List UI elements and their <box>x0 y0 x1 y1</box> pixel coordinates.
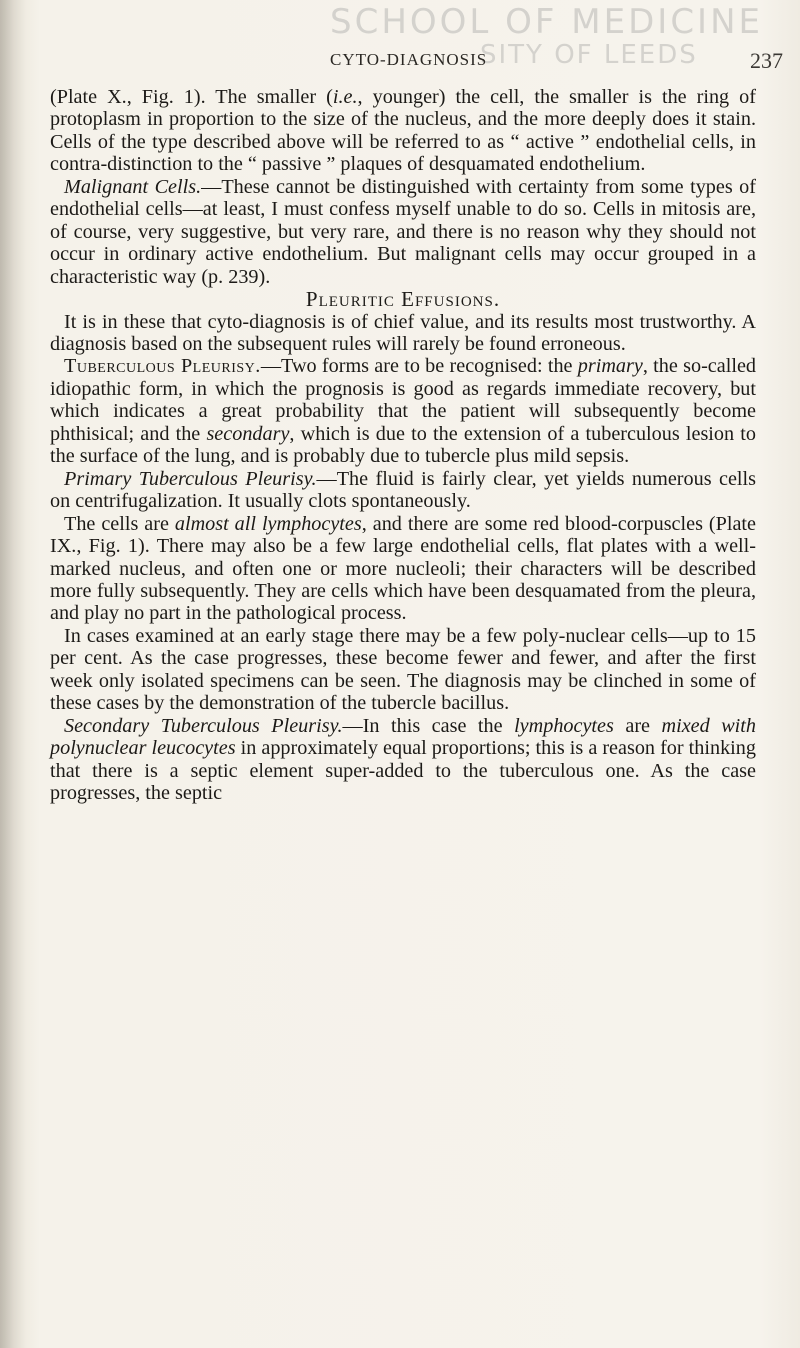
subheading-malignant-cells: Malignant Cells. <box>64 175 202 198</box>
subheading-tuberculous-pleurisy: Tuberculous Pleurisy. <box>64 355 261 378</box>
running-head: CYTO-DIAGNOSIS <box>330 50 488 69</box>
paragraph-plate-reference: (Plate X., Fig. 1). The smaller (i.e., younger) the cell, the smaller is the ring of protoplasm in proportion to the size of the nucleus, and the more deeply does it stain. Cells of the type described above will be referred to as “ active ” endothelial cells, in contra-distinction to the “ passive ” plaques of desquamated endothelium. <box>50 86 756 176</box>
paragraph-tuberculous-pleurisy: Tuberculous Pleurisy.—Two forms are to be recognised: the primary, the so-called idiopathic form, in which the prognosis is good as regards immediate recovery, but which indicates a great probability that the patient will subsequently become phthisical; and the secondary, which is due to the extension of a tuberculous lesion to the surface of the lung, and is probably due to tubercle plus mild sepsis. <box>50 355 756 468</box>
library-stamp-watermark-2 <box>480 40 698 70</box>
page-number: 237 <box>750 48 783 73</box>
section-heading-pleuritic-effusions: Pleuritic Effusions. <box>305 287 501 312</box>
paragraph-early-stage: In cases examined at an early stage there may be a few poly-nuclear cells—up to 15 per cent. As the case progresses, these become fewer and fewer, and after the first week only isolated specimens can be seen. The diagnosis may be clinched in some of these cases by the demonstration of the tubercle bacillus. <box>50 624 756 715</box>
library-stamp-watermark <box>330 2 800 42</box>
paragraph-malignant-cells: Malignant Cells.—These cannot be distinguished with certainty from some types of endothelial cells—at least, I must confess myself unable to do so. Cells in mitosis are, of course, very suggestive, but very rare, and there is no reason why they should not occur in ordinary active endothelium. But malignant cells may occur grouped in a characteristic way (p. 239). <box>50 175 756 288</box>
body-text <box>50 86 756 805</box>
paragraph-intro: It is in these that cyto-diagnosis is of chief value, and its results most trustworthy. A diagnosis based on the subsequent rules will rarely be found erroneous. <box>50 310 756 355</box>
paragraph-primary-tuberculous: Primary Tuberculous Pleurisy.—The fluid is fairly clear, yet yields numerous cells on centrifugalization. It usually clots spontaneously. <box>50 467 757 513</box>
subheading-primary-tuberculous: Primary Tuberculous Pleurisy. <box>64 467 317 490</box>
paragraph-cells: The cells are almost all lymphocytes, and there are some red blood-corpuscles (Plate IX., Fig. 1). There may also be a few large endothelial cells, flat plates with a well-marked nucleus, and often one or more nucleoli; their characters will be described more fully subsequently. They are cells which have been desquamated from the pleura, and play no part in the pathological process. <box>50 512 756 625</box>
subheading-secondary-tuberculous: Secondary Tuberculous Pleurisy. <box>64 714 343 737</box>
watermark-line-2: SITY OF LEEDS <box>480 40 698 70</box>
page-gutter-shadow <box>0 0 26 1348</box>
watermark-line-1: SCHOOL OF MEDICINE <box>330 2 763 42</box>
paragraph-secondary-tuberculous: Secondary Tuberculous Pleurisy.—In this case the lymphocytes are mixed with polynuclear leucocytes in approximately equal proportions; this is a reason for thinking that there is a septic element super-added to the tuberculous one. As the case progresses, the septic <box>50 714 756 805</box>
